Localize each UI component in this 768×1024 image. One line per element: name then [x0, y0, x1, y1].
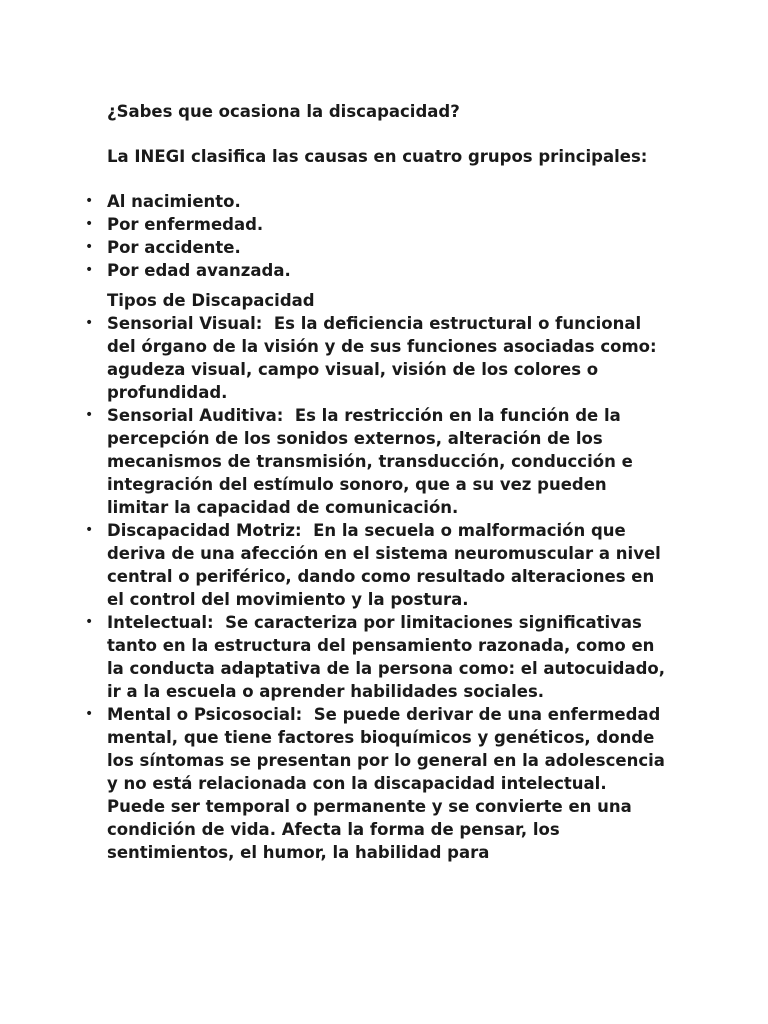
- list-item-cause: [85, 259, 667, 282]
- type-description: En la secuela o malformación que deriva de una afección en el sistema neuromuscular a nivel central o periférico, dando como resultado alteraciones en el control del movimiento y la postura.: [107, 521, 661, 609]
- type-description: Se caracteriza por limitaciones significativas tanto en la estructura del pensamiento razonada, como en la conducta adaptativa de la persona como: el autocuidado, ir a la escuela o aprender habilidades sociales.: [107, 613, 666, 701]
- list-item-type: [85, 404, 667, 519]
- bullet-icon: •: [85, 407, 94, 423]
- type-term: Intelectual:: [107, 613, 214, 632]
- list-item-type: [85, 519, 667, 611]
- cause-text: Por enfermedad.: [107, 215, 264, 234]
- cause-text: Al nacimiento.: [107, 192, 241, 211]
- cause-text: Por edad avanzada.: [107, 261, 291, 280]
- types-title: Tipos de Discapacidad: [107, 291, 315, 310]
- cause-text: Por accidente.: [107, 238, 241, 257]
- bullet-icon: •: [85, 522, 94, 538]
- list-item-type: [85, 611, 667, 703]
- type-term: Discapacidad Motriz:: [107, 521, 302, 540]
- document-page: [85, 100, 667, 864]
- bullet-icon: •: [85, 706, 94, 722]
- list-item-cause: [85, 190, 667, 213]
- bullet-icon: •: [85, 315, 94, 331]
- types-list: [85, 312, 667, 864]
- intro-paragraph: La INEGI clasifica las causas en cuatro grupos principales:: [107, 147, 648, 166]
- type-description: Se puede derivar de una enfermedad mental, que tiene factores bioquímicos y genéticos, donde los síntomas se presentan por lo general en la adolescencia y no está relacionada con la discapacidad intelectual. Puede ser temporal o permanente y se convierte en una condición de vida. Afecta la forma de pensar, los sentimientos, el humor, la habilidad para: [107, 705, 665, 862]
- list-item-cause: [85, 213, 667, 236]
- bullet-icon: •: [85, 216, 94, 232]
- type-description: Es la deficiencia estructural o funcional del órgano de la visión y de sus funciones asociadas como: agudeza visual, campo visual, visión de los colores o profundidad.: [107, 314, 657, 402]
- bullet-icon: •: [85, 614, 94, 630]
- type-term: Mental o Psicosocial:: [107, 705, 303, 724]
- list-item-cause: [85, 236, 667, 259]
- list-item-type: [85, 312, 667, 404]
- bullet-icon: •: [85, 193, 94, 209]
- question-heading: ¿Sabes que ocasiona la discapacidad?: [107, 102, 460, 121]
- type-term: Sensorial Visual:: [107, 314, 263, 333]
- list-item-type: [85, 703, 667, 864]
- bullet-icon: •: [85, 262, 94, 278]
- type-term: Sensorial Auditiva:: [107, 406, 284, 425]
- type-description: Es la restricción en la función de la percepción de los sonidos externos, alteración de los mecanismos de transmisión, transducción, conducción e integración del estímulo sonoro, que a su vez pueden limitar la capacidad de comunicación.: [107, 406, 633, 517]
- causes-list: [85, 190, 667, 282]
- bullet-icon: •: [85, 239, 94, 255]
